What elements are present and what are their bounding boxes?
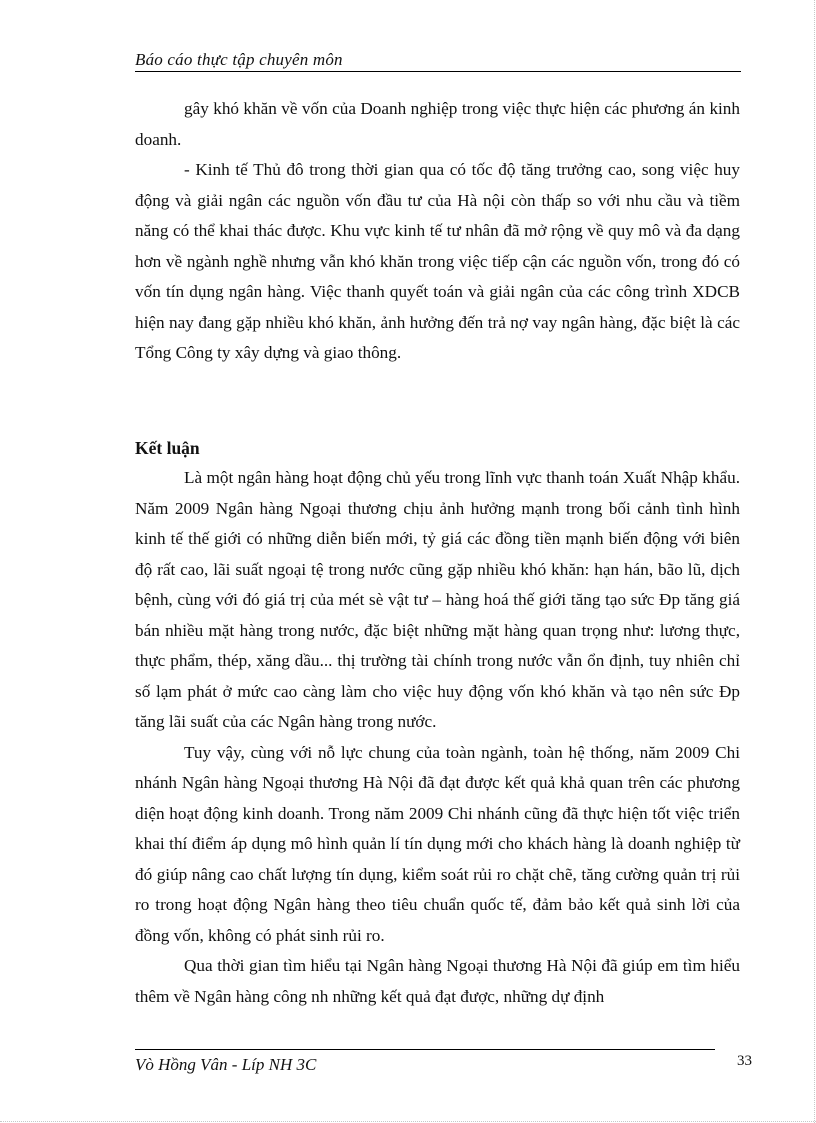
section-spacer — [135, 369, 740, 433]
paragraph-conclusion-1: Là một ngân hàng hoạt động chủ yếu trong lĩnh vực thanh toán Xuất Nhập khẩu. Năm 2009 Ngân hàng Ngoại thương chịu ảnh hưởng mạnh trong bối cảnh tình hình kinh tế thế giới có những diễn biến mới, tỷ giá các đồng tiền mạnh biến động với biên độ rất cao, lãi suất ngoại tệ trong nước cũng gặp nhiều khó khăn: hạn hán, bão lũ, dịch bệnh, cùng với đó giá trị của mét sè vật tư – hàng hoá thế giới tăng tạo sức Ðp tăng giá bán nhiều mặt hàng trong nước, đặc biệt những mặt hàng quan trọng như: lương thực, thực phẩm, thép, xăng dầu... thị trường tài chính trong nước vẫn ổn định, tuy nhiên chỉ số lạm phát ở mức cao càng làm cho việc huy động vốn khó khăn và tạo nên sức Ðp tăng lãi suất của các Ngân hàng trong nước. — [135, 468, 740, 731]
paragraph-capital-economy: - Kinh tế Thủ đô trong thời gian qua có tốc độ tăng trưởng cao, song việc huy động và giải ngân các nguồn vốn đầu tư của Hà nội còn thấp so với nhu cầu và tiềm năng có thể khai thác được. Khu vực kinh tế tư nhân đã mở rộng về quy mô và đa dạng hơn về ngành nghề nhưng vẫn khó khăn trong việc tiếp cận các nguồn vốn, trong đó có vốn tín dụng ngân hàng. Việc thanh quyết toán và giải ngân của các công trình XDCB hiện nay đang gặp nhiều khó khăn, ảnh hưởng đến trả nợ vay ngân hàng, đặc biệt là các Tổng Công ty xây dựng và giao thông. — [135, 160, 740, 362]
page-number: 33 — [737, 1053, 752, 1069]
page-edge-right — [814, 0, 815, 1123]
page-edge-bottom — [0, 1121, 816, 1122]
running-header: Báo cáo thực tập chuyên môn — [135, 50, 343, 69]
paragraph-conclusion-3: Qua thời gian tìm hiểu tại Ngân hàng Ngoại thương Hà Nội đã giúp em tìm hiểu thêm về Ngân hàng công nh những kết quả đạt được, những dự định — [135, 956, 740, 1006]
paragraph-conclusion-2: Tuy vậy, cùng với nỗ lực chung của toàn ngành, toàn hệ thống, năm 2009 Chi nhánh Ngân hàng Ngoại thương Hà Nội đã đạt được kết quả khả quan trên các phương diện hoạt động kinh doanh. Trong năm 2009 Chi nhánh cũng đã thực hiện tốt việc triển khai thí điểm áp dụng mô hình quản lí tín dụng mới cho khách hàng là doanh nghiệp từ đó giúp nâng cao chất lượng tín dụng, kiểm soát rủi ro chặt chẽ, tăng cường quản trị rủi ro trong hoạt động Ngân hàng theo tiêu chuẩn quốc tế, đảm bảo kết quả sinh lời của đồng vốn, không có phát sinh rủi ro. — [135, 742, 740, 945]
footer-author: Vò Hồng Vân - Líp NH 3C — [135, 1055, 317, 1074]
footer-divider — [135, 1049, 715, 1050]
paragraph-continued: gây khó khăn về vốn của Doanh nghiệp trong việc thực hiện các phương án kinh doanh. — [135, 99, 740, 149]
header-divider — [135, 71, 741, 72]
section-heading-conclusion: Kết luận — [135, 437, 200, 458]
page-body — [135, 94, 740, 1012]
